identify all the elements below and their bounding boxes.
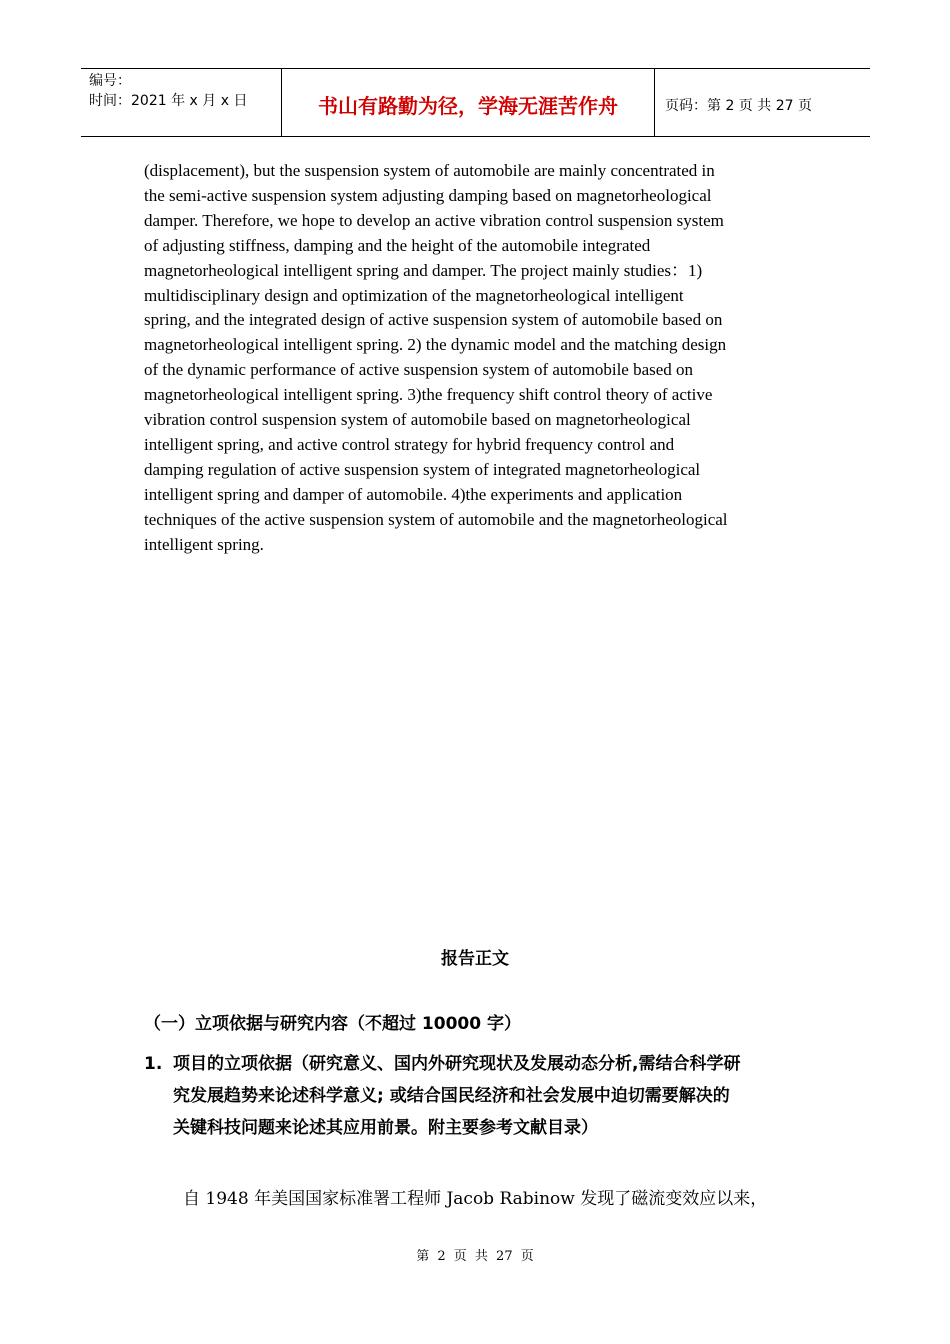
document-date-label: 时间：2021 年 x 月 x 日: [89, 93, 248, 109]
document-number-label: 编号：: [89, 73, 131, 89]
abstract-paragraph: (displacement), but the suspension system of automobile are mainly concentrated in the semi-active suspension system adjusting damping based on magnetorheological damper. Therefore, we hope to develop an active vibration control suspension system of adjusting stiffness, damping and the height of the automobile integrated magnetorheological intelligent spring and damper. The project mainly studies：1) multidisciplinary design and optimization of the magnetorheological intelligent spring, and the integrated design of active suspension system of automobile based on magnetorheological intelligent spring. 2) the dynamic model and the matching design of the dynamic performance of active suspension system of automobile based on magnetorheological intelligent spring. 3)the frequency shift control theory of active vibration control suspension system of automobile based on magnetorheological intelligent spring, and active control strategy for hybrid frequency control and damping regulation of active suspension system of integrated magnetorheological intelligent spring and damper of automobile. 4)the experiments and application techniques of the active suspension system of automobile and the magnetorheological intelligent spring.: [144, 161, 728, 554]
header-motto: 书山有路勤为径，学海无涯苦作舟: [281, 69, 655, 136]
header-page-info: 页码：第 2 页 共 27 页: [665, 97, 812, 114]
item-text: 项目的立项依据（研究意义、国内外研究现状及发展动态分析,需结合科学研 究发展趋势来论述科学意义; 或结合国民经济和社会发展中迫切需要解决的 关键科技问题来论述其应用前景。附主要参考文献目录）: [173, 1054, 741, 1138]
page-header: [81, 68, 870, 137]
page-footer: 第 2 页 共 27 页: [416, 1249, 534, 1264]
body-paragraph: 自 1948 年美国国家标准署工程师 Jacob Rabinow 发现了磁流变效应以来，: [183, 1189, 768, 1209]
header-meta: [81, 69, 281, 136]
numbered-item: [144, 1048, 814, 1144]
report-title: 报告正文: [441, 949, 509, 969]
section-heading: （一）立项依据与研究内容（不超过 10000 字）: [144, 1014, 521, 1034]
item-number: 1.: [144, 1054, 163, 1074]
